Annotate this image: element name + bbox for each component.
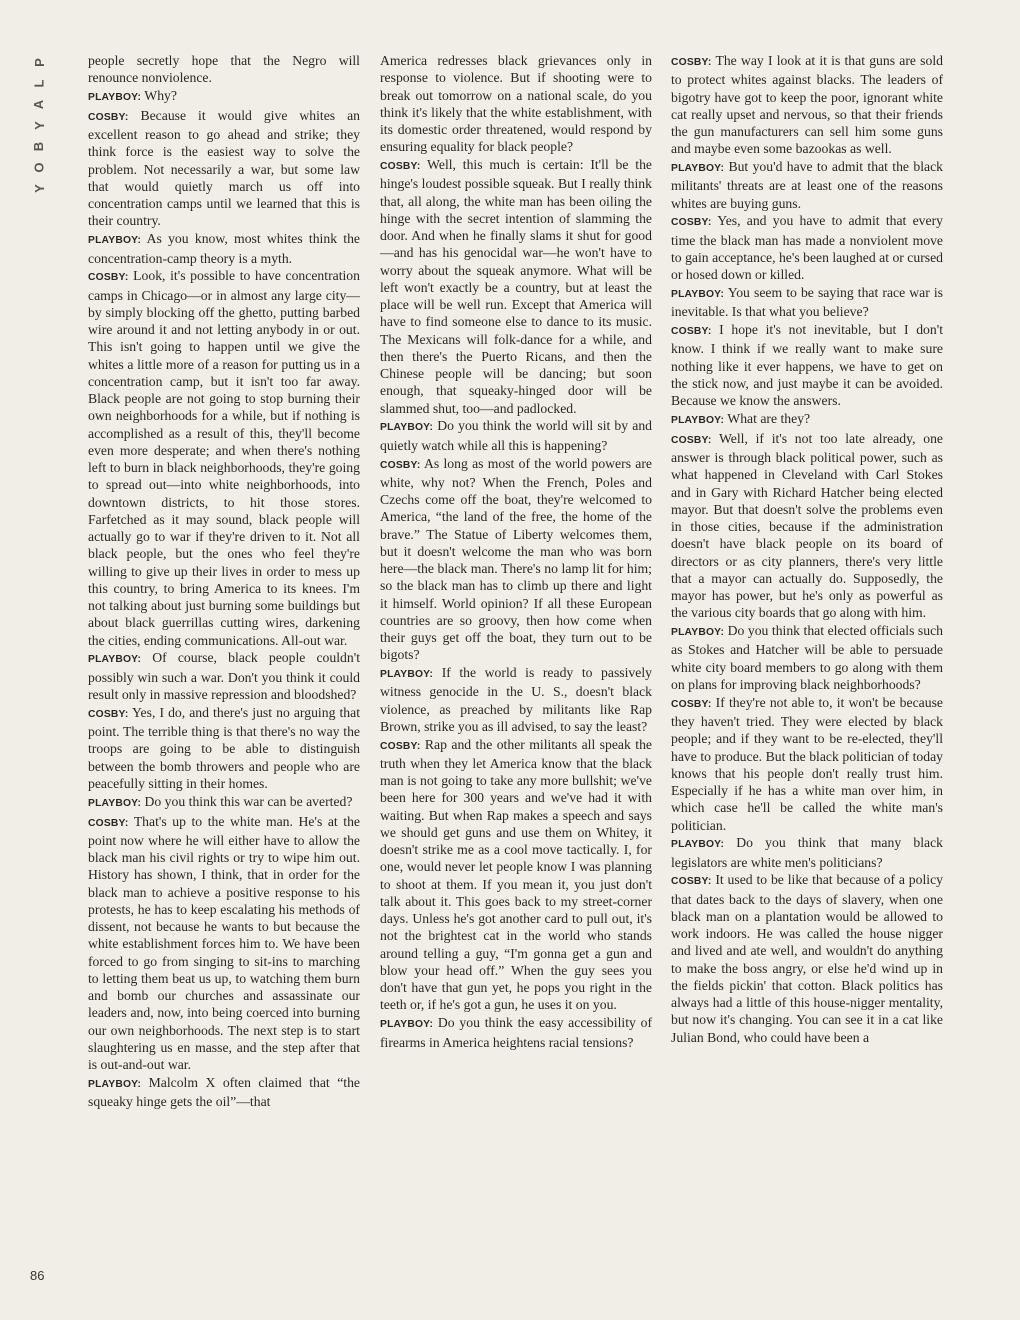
speaker-label: PLAYBOY: [380,422,434,434]
side-label-letter: P [31,58,47,67]
paragraph-text: As you know, most whites think the concentration-camp theory is a myth. [88,231,361,266]
speaker-label: COSBY: [671,434,712,446]
interview-paragraph [671,871,943,1046]
paragraph-text: Rap and the other militants all speak the truth when they let America know that the black man is not going to take any more bullshit; we've been here for 300 years and we've had it with waiting. But when Rap makes a speech and says we should get guns and use them on Whitey, it doesn't strike me as a cool move tactically. I, for one, would never let people know I was planning to shoot at them. If you mean it, you just don't talk about it. This goes back to my street-corner days. Unless he's got another card to pull out, it's not the brightest cat in the world who stands around telling a guy, “I'm gonna get a gun and blow your head off.” When the guy sees you don't have that gun yet, he pops you right in the teeth or, if he's got a gun, he uses it on you. [380,736,652,1013]
side-label-letter: A [31,99,47,110]
interview-paragraph [88,1074,360,1111]
paragraph-text: Yes, and you have to admit that every time the black man has made a nonviolent move to gain acceptance, he's been laughed at or cursed or hosed down or killed. [671,213,943,283]
speaker-label: PLAYBOY: [88,92,142,104]
interview-paragraph [380,417,652,454]
interview-paragraph [88,267,360,649]
speaker-label: COSBY: [380,459,421,471]
speaker-label: PLAYBOY: [88,797,142,809]
magazine-side-label [28,52,50,199]
paragraph-text: people secretly hope that the Negro will renounce nonviolence. [88,53,360,86]
interview-paragraph [671,410,943,429]
paragraph-text: What are they? [727,410,811,426]
paragraph-text: Well, if it's not too late already, one answer is through black political power, such as what happened in Cleveland with Carl Stokes and in Gary with Richard Hatcher being elected mayor. But that doesn't solve the problems even in those cities, because if the administration doesn't have black people on its board of directors or as city planners, there's very little that a mayor can actually do. Supposedly, the mayor has power, but he's only as powerful as the various city boards that go along with him. [671,430,943,621]
speaker-label: COSBY: [88,111,129,123]
side-label-letter: L [31,79,47,88]
paragraph-text: You seem to be saying that race war is inevitable. Is that what you believe? [671,285,943,320]
paragraph-text: Do you think this war can be averted? [144,793,353,809]
paragraph-text: Malcolm X often claimed that “the squeaky hinge gets the oil”—that [88,1074,360,1110]
paragraph-text: If they're not able to, it won't be because they haven't tried. They were elected by black people; and if they want to be re-elected, they'll have to produce. But the black politician of today knows that his people don't really trust him. Especially if he has a white man over him, in which case he'll be called the white man's politician. [671,694,943,833]
paragraph-text: If the world is ready to passively witness genocide in the U. S., doesn't black violence, as preached by militants like Rap Brown, strike you as ill advised, to say the least? [380,665,652,734]
interview-paragraph [88,87,360,106]
speaker-label: COSBY: [671,876,712,888]
side-label-letter: B [31,141,47,152]
interview-paragraph [380,664,652,735]
interview-paragraph [671,212,943,283]
paragraph-text: That's up to the white man. He's at the point now where he will either have to allow the black man his civil rights or try to wipe him out. History has shown, I think, that in order for the black man to achieve a positive response to his protests, he has to keep escalating his methods of dissent, not because he wants to but because the white establishment forces him to. We have been forced to go from singing to sit-ins to marching to letting them beat us up, to watching them burn and bomb our churches and assassinate our leaders and, now, into being coerced into burning our own neighborhoods. The next step is to start slaughtering us en masse, and the step after that is out-and-out war. [88,813,360,1072]
side-label-letter: Y [31,121,47,130]
speaker-label: COSBY: [671,698,712,710]
paragraph-text: Yes, I do, and there's just no arguing that point. The terrible thing is that there's no way the troops are going to be able to distinguish between the bomb throwers and people who are peacefully sitting in their homes. [88,704,360,791]
interview-paragraph [88,793,360,812]
interview-paragraph [671,834,943,871]
speaker-label: COSBY: [671,217,712,229]
speaker-label: PLAYBOY: [380,669,434,681]
side-label-letter: Y [31,184,47,193]
speaker-label: COSBY: [88,272,129,284]
speaker-label: COSBY: [88,708,129,720]
page-number: 86 [30,1268,45,1283]
paragraph-text: Do you think that elected officials such as Stokes and Hatcher will be able to persuade white city board members to go along with them on plans for improving black neighborhoods? [671,623,944,692]
speaker-label: PLAYBOY: [380,1019,434,1031]
speaker-label: COSBY: [380,161,421,173]
interview-paragraph [671,321,943,409]
speaker-label: PLAYBOY: [671,163,725,175]
paragraph-text: Why? [144,88,177,104]
interview-paragraph [380,52,652,156]
interview-paragraph [88,813,360,1074]
column-3 [671,52,943,1047]
speaker-label: COSBY: [671,326,712,338]
interview-paragraph [671,622,943,693]
interview-paragraph [671,430,943,622]
paragraph-text: It used to be like that because of a policy that dates back to the days of slavery, when one black man on a plantation would be allowed to work indoors. He was called the house nigger and lived and ate well, and wouldn't do anything to make the boss angry, or else he'd wind up in the fields pickin' that cotton. Black politics has always had a little of this house-nigger mentality, but now it's changing. You can see it in a cat like Julian Bond, who could have been a [671,872,943,1045]
paragraph-text: Well, this much is certain: It'll be the hinge's loudest possible squeak. But I really think that, all along, the white man has been oiling the hinge with the secret intention of slamming the door. And when he finally slams it shut for good—and has his genocidal war—he won't have to worry about the squeak anymore. What will be left won't exactly be a country, but at least the place will be well run. Except that America will have to find someone else to dance to its music. The Mexicans will folk-dance for a while, and then there's the Puerto Ricans, and then the Chinese people will be dancing; but soon enough, that squeaky-hinged door will be slammed shut, too—and padlocked. [380,157,652,416]
paragraph-text: The way I look at it is that guns are sold to protect whites against blacks. The leaders of bigotry have got to keep the poor, ignorant white cat really upset and nervous, so that their friends the gun manufacturers can sell him some guns and maybe even some bazookas as well. [671,53,943,157]
paragraph-text: America redresses black grievances only in response to violence. But if shooting were to break out tomorrow on a national scale, do you think it's likely that the white establishment, with its domestic order threatened, would respond by ensuring equality for black people? [380,53,652,155]
paragraph-text: But you'd have to admit that the black militants' threats are at least one of the reasons whites are buying guns. [671,159,943,211]
interview-paragraph [671,158,943,212]
interview-paragraph [380,156,652,417]
speaker-label: PLAYBOY: [671,289,725,301]
side-label-letter: O [31,162,47,173]
interview-paragraph [671,284,943,321]
interview-paragraph [671,52,943,158]
paragraph-text: Do you think the world will sit by and quietly watch while all this is happening? [380,418,653,453]
speaker-label: PLAYBOY: [88,235,142,247]
interview-paragraph [88,704,360,792]
speaker-label: PLAYBOY: [88,1078,142,1090]
paragraph-text: Of course, black people couldn't possibly win such a war. Don't you think it could result only in massive repression and bloodshed? [88,650,361,702]
paragraph-text: Do you think the easy accessibility of firearms in America heightens racial tensions? [380,1015,653,1050]
paragraph-text: Do you think that many black legislators are white men's politicians? [671,835,943,870]
speaker-label: PLAYBOY: [671,627,725,639]
interview-paragraph [380,736,652,1014]
paragraph-text: As long as most of the world powers are white, why not? When the French, Poles and Czechs come off the boat, they're welcomed to America, “the land of the free, the home of the brave.” The Statue of Liberty welcomes them, but it doesn't welcome the man who was born here—the black man. There's no lamp lit for him; so the black man has to climb up there and light it himself. World opinion? If all these European countries are so groovy, then how come when their guys get off the boat, they turn out to be bigots? [380,455,652,663]
paragraph-text: Look, it's possible to have concentration camps in Chicago—or in almost any large city—by simply blocking off the ghetto, putting barbed wire around it and not letting anybody in or out. This isn't going to happen until we give the whites a little more of a reason for putting us in a concentration camp, but it isn't too far away. Black people are not going to stop burning their own neighborhoods for a while, but if nothing is accomplished as a result of this, they'll become even more desperate; and when there's nothing left to burn in black neighborhoods, they're going to spread out—into white neighborhoods, into downtown districts, to hit those stores. Farfetched as it may sound, black people will actually go to war if they're driven to it. Not all black people, but the ones who feel they're willing to give up their lives in order to mess up this country, to bring America to its knees. I'm not talking about just burning some buildings but about black guerrillas cutting wires, darkening the cities, ending communications. All-out war. [88,268,360,648]
interview-paragraph [380,1014,652,1051]
interview-paragraph [88,107,360,230]
column-1 [88,52,360,1111]
paragraph-text: Because it would give whites an excellent reason to go ahead and strike; they think force is the easiest way to solve the problem. Not necessarily a war, but some law that would quietly march us off into concentration camps until we learned that this is their country. [88,107,360,229]
interview-paragraph [88,649,360,703]
column-2 [380,52,652,1051]
interview-paragraph [88,52,360,87]
speaker-label: COSBY: [671,57,712,68]
interview-paragraph [88,230,360,267]
interview-paragraph [671,694,943,834]
paragraph-text: I hope it's not inevitable, but I don't know. I think if we really want to make sure nothing like it ever happens, we have to get on the stick now, and just maybe it can be avoided. Because we know the answers. [671,322,943,409]
speaker-label: PLAYBOY: [671,839,725,851]
interview-paragraph [380,455,652,664]
speaker-label: COSBY: [88,817,129,829]
speaker-label: PLAYBOY: [671,414,725,426]
speaker-label: PLAYBOY: [88,654,142,666]
speaker-label: COSBY: [380,740,421,752]
